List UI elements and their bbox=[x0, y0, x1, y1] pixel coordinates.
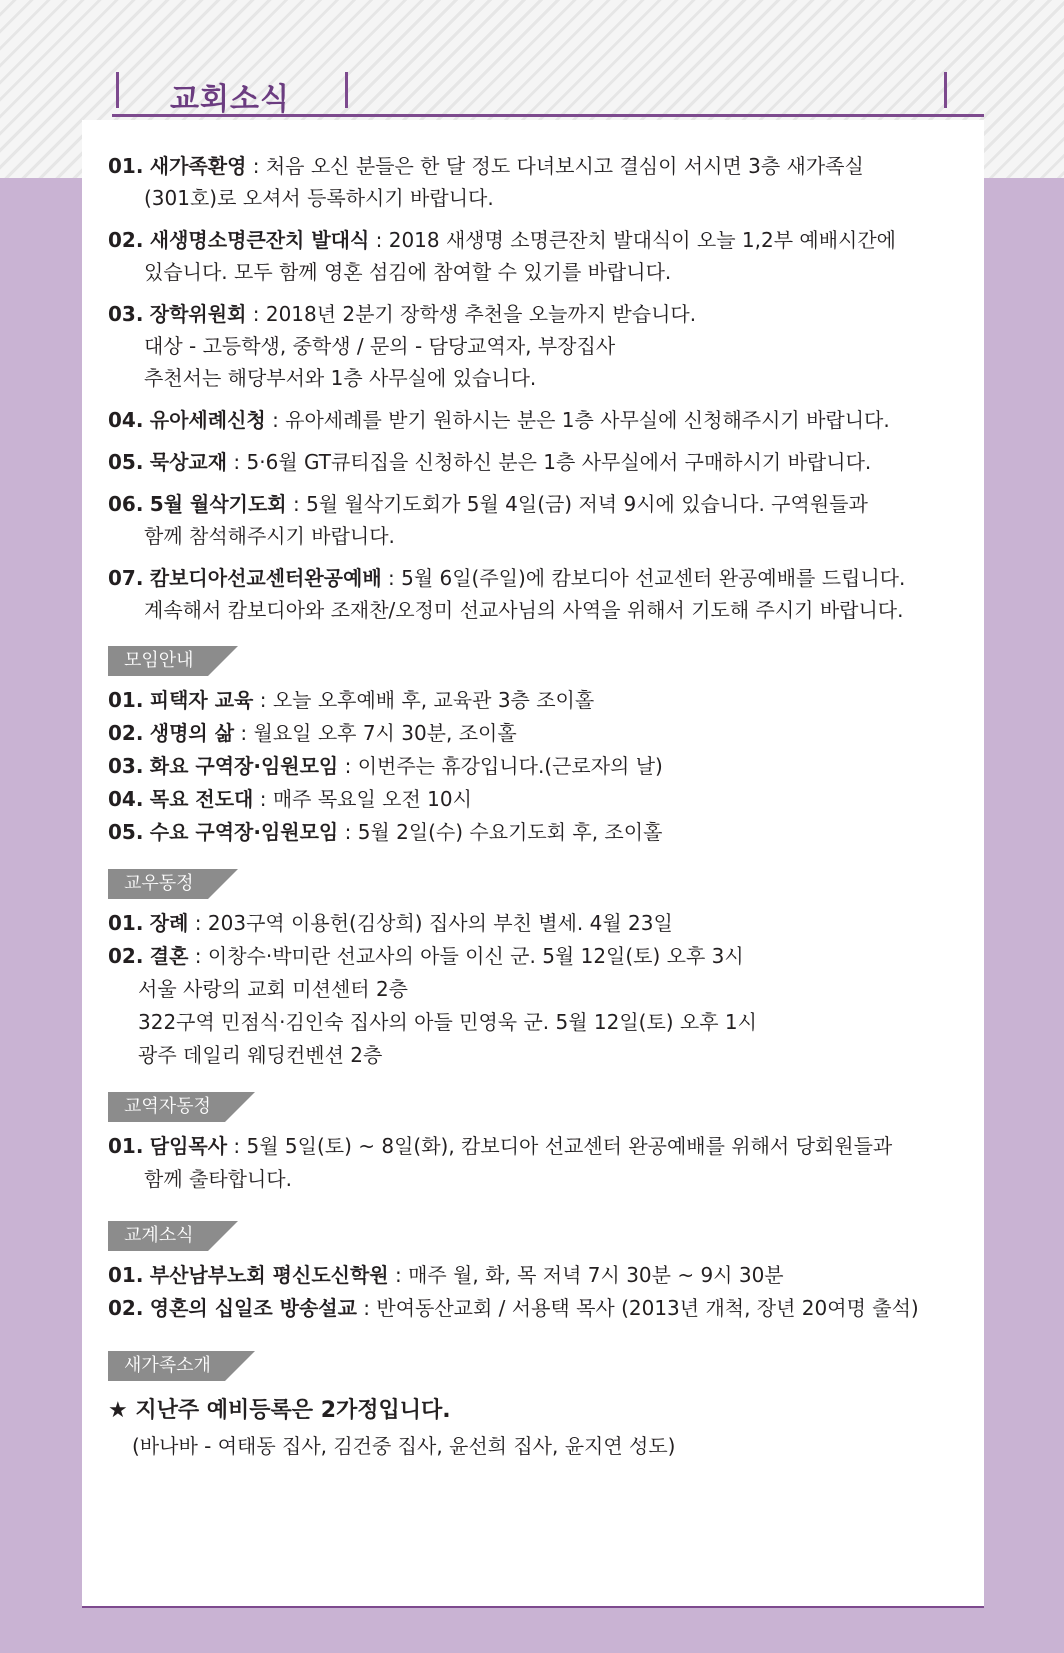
item-title: 새가족환영 bbox=[149, 154, 247, 178]
list-item: 03. 화요 구역장·임원모임 : 이번주는 휴강입니다.(근로자의 날) bbox=[108, 754, 663, 778]
section-tag-meetings: 모임안내 bbox=[108, 646, 208, 676]
item-continuation: 대상 - 고등학생, 중학생 / 문의 - 담당교역자, 부장집사 bbox=[144, 334, 616, 358]
item-text: : 2018년 2분기 장학생 추천을 오늘까지 받습니다. bbox=[246, 302, 697, 326]
item-title: 장학위원회 bbox=[149, 302, 247, 326]
item-continuation: 서울 사랑의 교회 미션센터 2층 bbox=[138, 977, 408, 1001]
item-text: : 처음 오신 분들은 한 달 정도 다녀보시고 결심이 서시면 3층 새가족실 bbox=[246, 154, 864, 178]
item-number: 05. bbox=[108, 450, 144, 474]
header-left-tick bbox=[116, 72, 119, 108]
item-continuation: 함께 출타합니다. bbox=[144, 1167, 292, 1191]
news-item-7 bbox=[108, 562, 968, 626]
bottom-divider bbox=[82, 1606, 984, 1608]
list-item: 02. 생명의 삶 : 월요일 오후 7시 30분, 조이홀 bbox=[108, 721, 517, 745]
item-title: 새생명소명큰잔치 발대식 bbox=[149, 228, 370, 252]
item-continuation: 322구역 민점식·김인숙 집사의 아들 민영욱 군. 5월 12일(토) 오후 1시 bbox=[138, 1010, 757, 1034]
list-item: 01. 부산남부노회 평신도신학원 : 매주 월, 화, 목 저녁 7시 30분 ~ 9시 30분 bbox=[108, 1263, 784, 1287]
newfamily-headline: ★ 지난주 예비등록은 2가정입니다. bbox=[108, 1398, 451, 1423]
item-number: 04. bbox=[108, 408, 144, 432]
item-title: 유아세례신청 bbox=[149, 408, 266, 432]
header-right-tick bbox=[944, 72, 947, 108]
item-continuation: 함께 참석해주시기 바랍니다. bbox=[144, 524, 395, 548]
news-item-3 bbox=[108, 298, 968, 394]
list-item: 02. 결혼 : 이창수·박미란 선교사의 아들 이신 군. 5월 12일(토) 오후 3시 bbox=[108, 944, 744, 968]
item-number: 03. bbox=[108, 302, 144, 326]
news-item-1 bbox=[108, 150, 968, 214]
section-tag-staff: 교역자동정 bbox=[108, 1092, 225, 1122]
section-tag-members: 교우동정 bbox=[108, 869, 208, 899]
item-text: : 유아세례를 받기 원하시는 분은 1층 사무실에 신청해주시기 바랍니다. bbox=[265, 408, 890, 432]
news-item-2 bbox=[108, 224, 968, 288]
item-text: : 5·6월 GT큐티집을 신청하신 분은 1층 사무실에서 구매하시기 바랍니다. bbox=[227, 450, 872, 474]
item-title: 캄보디아선교센터완공예배 bbox=[149, 566, 382, 590]
item-number: 07. bbox=[108, 566, 144, 590]
newfamily-detail: (바나바 - 여태동 집사, 김건중 집사, 윤선희 집사, 윤지연 성도) bbox=[132, 1434, 676, 1458]
list-item: 01. 피택자 교육 : 오늘 오후예배 후, 교육관 3층 조이홀 bbox=[108, 688, 595, 712]
item-number: 06. bbox=[108, 492, 144, 516]
item-continuation: 광주 데일리 웨딩컨벤션 2층 bbox=[138, 1043, 383, 1067]
page-title: 교회소식 bbox=[170, 82, 290, 117]
news-item-5 bbox=[108, 446, 968, 478]
item-title: 묵상교재 bbox=[149, 450, 228, 474]
item-title: 5월 월삭기도회 bbox=[149, 492, 287, 516]
news-item-4 bbox=[108, 404, 968, 436]
news-item-6 bbox=[108, 488, 968, 552]
list-item: 05. 수요 구역장·임원모임 : 5월 2일(수) 수요기도회 후, 조이홀 bbox=[108, 820, 663, 844]
item-number: 01. bbox=[108, 154, 144, 178]
item-text: : 2018 새생명 소명큰잔치 발대식이 오늘 1,2부 예배시간에 bbox=[369, 228, 896, 252]
item-number: 02. bbox=[108, 228, 144, 252]
item-continuation: 계속해서 캄보디아와 조재찬/오정미 선교사님의 사역을 위해서 기도해 주시기 바랍니다. bbox=[144, 598, 904, 622]
item-continuation: 있습니다. 모두 함께 영혼 섬김에 참여할 수 있기를 바랍니다. bbox=[144, 260, 672, 284]
list-item: 01. 담임목사 : 5월 5일(토) ~ 8일(화), 캄보디아 선교센터 완공예배를 위해서 당회원들과 bbox=[108, 1134, 893, 1158]
section-tag-community: 교계소식 bbox=[108, 1221, 208, 1251]
list-item: 01. 장례 : 203구역 이용헌(김상희) 집사의 부친 별세. 4월 23일 bbox=[108, 911, 673, 935]
bulletin-content bbox=[108, 150, 968, 1463]
item-text: : 5월 월삭기도회가 5월 4일(금) 저녁 9시에 있습니다. 구역원들과 bbox=[286, 492, 868, 516]
item-continuation: 추천서는 해당부서와 1층 사무실에 있습니다. bbox=[144, 366, 537, 390]
item-continuation: (301호)로 오셔서 등록하시기 바랍니다. bbox=[144, 186, 494, 210]
list-item: 02. 영혼의 십일조 방송설교 : 반여동산교회 / 서용택 목사 (2013년 개척, 장년 20여명 출석) bbox=[108, 1296, 919, 1320]
item-text: : 5월 6일(주일)에 캄보디아 선교센터 완공예배를 드립니다. bbox=[381, 566, 906, 590]
section-tag-newfamily: 새가족소개 bbox=[108, 1351, 225, 1381]
header-mid-tick bbox=[345, 72, 348, 108]
list-item: 04. 목요 전도대 : 매주 목요일 오전 10시 bbox=[108, 787, 472, 811]
